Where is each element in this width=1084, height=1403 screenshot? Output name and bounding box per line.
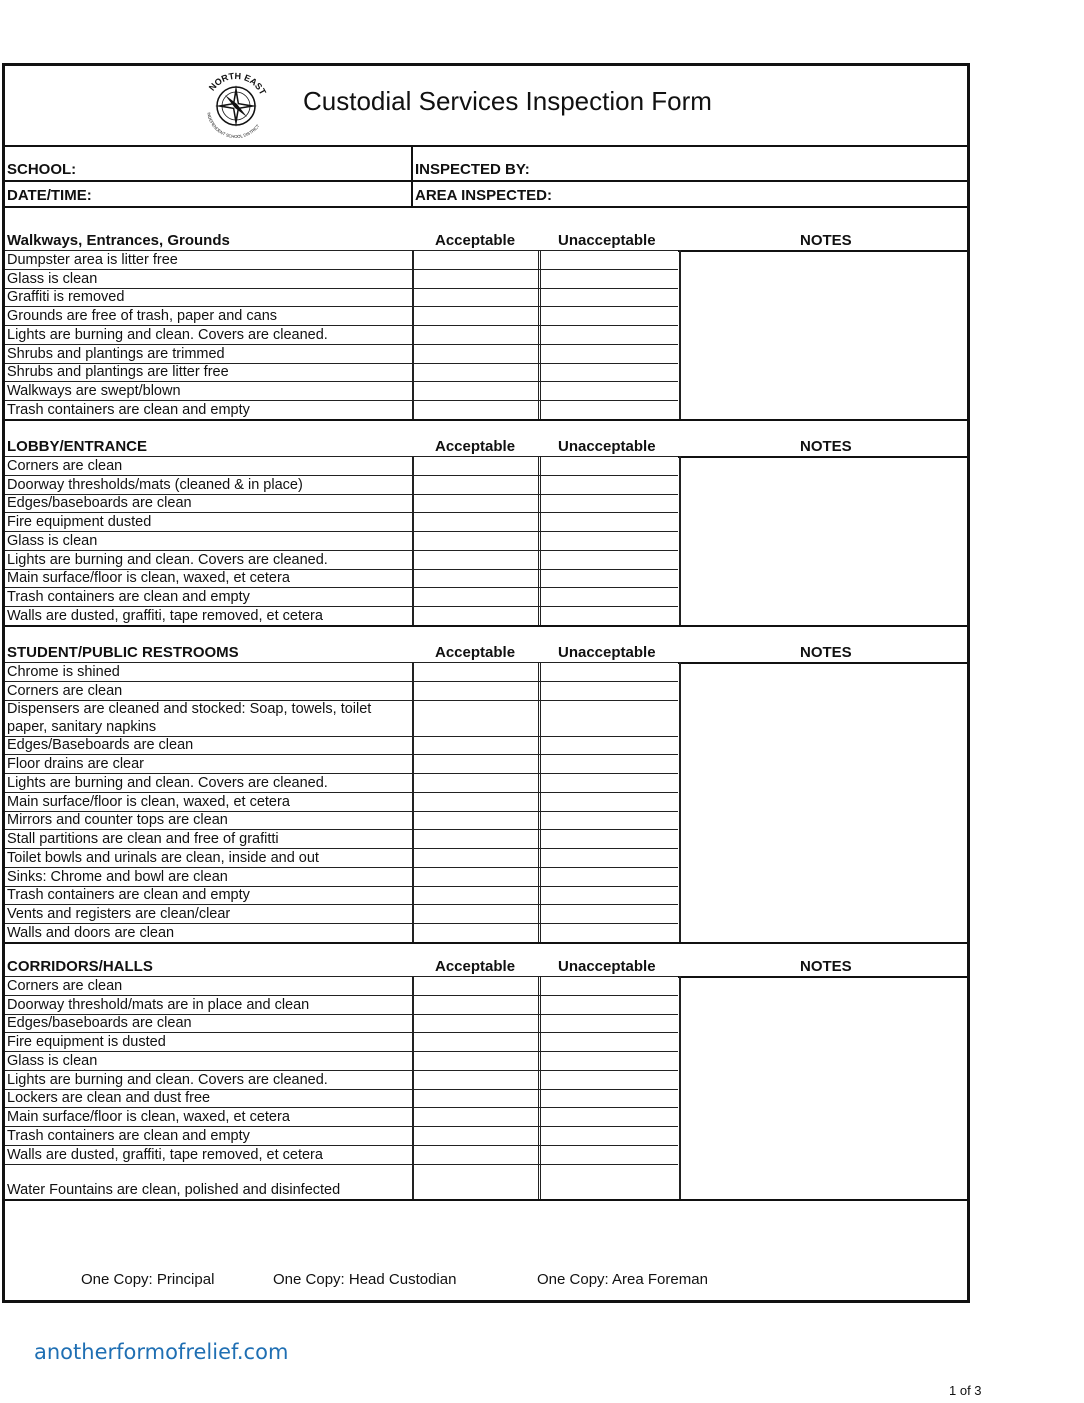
checklist-item-label: Shrubs and plantings are trimmed: [7, 345, 225, 362]
divider: [5, 180, 970, 182]
checklist-item-label: Dispensers are cleaned and stocked: Soap, towels, toilet paper, sanitary napkins: [7, 700, 372, 735]
checklist-row: [5, 792, 678, 811]
acceptable-cell[interactable]: [412, 381, 541, 400]
acceptable-cell[interactable]: [412, 325, 541, 344]
notes-area[interactable]: [678, 456, 970, 627]
notes-area[interactable]: [678, 976, 970, 1201]
checklist-item-label: Lights are burning and clean. Covers are cleaned.: [7, 551, 328, 568]
acceptable-cell[interactable]: [412, 811, 541, 830]
checklist-item-label: Doorway thresholds/mats (cleaned & in place): [7, 476, 303, 493]
district-logo-icon: [199, 69, 273, 143]
section-header: [5, 642, 970, 662]
copy-principal: One Copy: Principal: [81, 1271, 215, 1288]
checklist-item-label: Trash containers are clean and empty: [7, 401, 250, 418]
checklist-item-label: Walkways are swept/blown: [7, 383, 181, 399]
notes-column-header: NOTES: [800, 438, 852, 455]
acceptable-cell[interactable]: [412, 587, 541, 606]
checklist-item-label: Main surface/floor is clean, waxed, et cetera: [7, 570, 290, 587]
checklist-item-label: Sinks: Chrome and bowl are clean: [7, 868, 228, 885]
acceptable-cell[interactable]: [412, 923, 541, 942]
checklist-item-label: Edges/baseboards are clean: [7, 495, 192, 512]
section-divider: [5, 419, 970, 421]
checklist-item-label: Trash containers are clean and empty: [7, 1127, 250, 1144]
unacceptable-cell[interactable]: [538, 363, 681, 382]
unacceptable-cell[interactable]: [538, 1051, 681, 1070]
acceptable-cell[interactable]: [412, 1107, 541, 1126]
unacceptable-cell[interactable]: [538, 681, 681, 700]
form-title: Custodial Services Inspection Form: [303, 86, 712, 116]
checklist-row: [5, 456, 678, 475]
checklist-row: [5, 811, 678, 830]
acceptable-cell[interactable]: [412, 662, 541, 681]
notes-column-header: NOTES: [800, 958, 852, 975]
acceptable-column-header: Acceptable: [435, 232, 516, 249]
unacceptable-cell[interactable]: [538, 288, 681, 307]
svg-text:INDEPENDENT SCHOOL DISTRICT: INDEPENDENT SCHOOL DISTRICT: [206, 112, 261, 139]
unacceptable-cell[interactable]: [538, 1089, 681, 1108]
acceptable-cell[interactable]: [412, 700, 541, 736]
checklist-item-label: Glass is clean: [7, 532, 98, 549]
unacceptable-cell[interactable]: [538, 848, 681, 867]
acceptable-cell[interactable]: [412, 1070, 541, 1089]
inspection-form: [2, 63, 970, 1303]
section-title: CORRIDORS/HALLS: [7, 958, 153, 975]
unacceptable-cell[interactable]: [538, 1014, 681, 1033]
acceptable-cell[interactable]: [412, 550, 541, 569]
unacceptable-cell[interactable]: [538, 587, 681, 606]
acceptable-cell[interactable]: [412, 569, 541, 588]
checklist-row: [5, 848, 678, 867]
unacceptable-cell[interactable]: [538, 1126, 681, 1145]
acceptable-cell[interactable]: [412, 344, 541, 363]
acceptable-cell[interactable]: [412, 494, 541, 513]
section-title: LOBBY/ENTRANCE: [7, 438, 148, 455]
checklist-row: [5, 400, 678, 419]
checklist-item-label: Main surface/floor is clean, waxed, et cetera: [7, 793, 290, 810]
unacceptable-cell[interactable]: [538, 606, 681, 625]
checklist-row: [5, 569, 678, 588]
divider: [5, 206, 970, 208]
unacceptable-cell[interactable]: [538, 569, 681, 588]
acceptable-cell[interactable]: [412, 1051, 541, 1070]
notes-column-header: NOTES: [800, 232, 852, 249]
acceptable-cell[interactable]: [412, 754, 541, 773]
area-inspected-field[interactable]: AREA INSPECTED:: [415, 187, 552, 204]
checklist-item-label: Trash containers are clean and empty: [7, 887, 250, 904]
unacceptable-cell[interactable]: [538, 306, 681, 325]
acceptable-cell[interactable]: [412, 886, 541, 905]
acceptable-cell[interactable]: [412, 475, 541, 494]
inspected-by-field[interactable]: INSPECTED BY:: [415, 161, 530, 178]
checklist-row: [5, 1126, 678, 1145]
checklist-row: [5, 250, 678, 269]
unacceptable-cell[interactable]: [538, 1145, 681, 1164]
section-header: [5, 436, 970, 456]
unacceptable-cell[interactable]: [538, 381, 681, 400]
checklist-item-label: Vents and registers are clean/clear: [7, 906, 231, 922]
unacceptable-cell[interactable]: [538, 923, 681, 942]
copy-head-custodian: One Copy: Head Custodian: [273, 1271, 457, 1288]
checklist-row: [5, 269, 678, 288]
acceptable-cell[interactable]: [412, 736, 541, 755]
checklist-row: [5, 494, 678, 513]
checklist-item-label: Corners are clean: [7, 977, 123, 994]
watermark-link[interactable]: anotherformofrelief.com: [34, 1340, 289, 1364]
checklist-item-label: Water Fountains are clean, polished and disinfected: [7, 1181, 341, 1198]
checklist-row: [5, 587, 678, 606]
unacceptable-cell[interactable]: [538, 867, 681, 886]
acceptable-cell[interactable]: [412, 1164, 541, 1199]
acceptable-cell[interactable]: [412, 829, 541, 848]
checklist-row: [5, 1089, 678, 1108]
acceptable-cell[interactable]: [412, 250, 541, 269]
acceptable-cell[interactable]: [412, 288, 541, 307]
acceptable-cell[interactable]: [412, 269, 541, 288]
unacceptable-cell[interactable]: [538, 512, 681, 531]
checklist-row: [5, 754, 678, 773]
acceptable-column-header: Acceptable: [435, 438, 516, 455]
checklist-item-label: Lockers are clean and dust free: [7, 1090, 211, 1107]
acceptable-cell[interactable]: [412, 606, 541, 625]
acceptable-cell[interactable]: [412, 456, 541, 475]
unacceptable-cell[interactable]: [538, 456, 681, 475]
unacceptable-cell[interactable]: [538, 886, 681, 905]
checklist-row: [5, 306, 678, 325]
unacceptable-cell[interactable]: [538, 976, 681, 995]
acceptable-cell[interactable]: [412, 848, 541, 867]
unacceptable-cell[interactable]: [538, 1107, 681, 1126]
unacceptable-cell[interactable]: [538, 1032, 681, 1051]
notes-area[interactable]: [678, 250, 970, 421]
checklist-row: [5, 886, 678, 905]
unacceptable-cell[interactable]: [538, 494, 681, 513]
acceptable-cell[interactable]: [412, 1145, 541, 1164]
unacceptable-cell[interactable]: [538, 829, 681, 848]
checklist-item-label: Stall partitions are clean and free of grafitti: [7, 831, 279, 847]
section-divider: [5, 1199, 970, 1201]
checklist-row: [5, 662, 678, 681]
unacceptable-cell[interactable]: [538, 700, 681, 736]
checklist-item-label: Doorway threshold/mats are in place and clean: [7, 996, 310, 1013]
acceptable-cell[interactable]: [412, 531, 541, 550]
checklist-row: [5, 681, 678, 700]
unacceptable-cell[interactable]: [538, 792, 681, 811]
unacceptable-column-header: Unacceptable: [558, 232, 656, 249]
checklist-row: [5, 363, 678, 382]
checklist-item-label: Main surface/floor is clean, waxed, et cetera: [7, 1109, 290, 1125]
acceptable-cell[interactable]: [412, 792, 541, 811]
checklist-row: [5, 700, 678, 736]
checklist-row: [5, 1145, 678, 1164]
checklist-item-label: Floor drains are clear: [7, 756, 144, 772]
acceptable-cell[interactable]: [412, 1014, 541, 1033]
checklist-item-label: Walls are dusted, graffiti, tape removed, et cetera: [7, 1146, 323, 1163]
unacceptable-cell[interactable]: [538, 550, 681, 569]
checklist-item-label: Dumpster area is litter free: [7, 251, 178, 268]
section-header: [5, 230, 970, 250]
unacceptable-cell[interactable]: [538, 754, 681, 773]
checklist-item-label: Glass is clean: [7, 270, 98, 287]
section-divider: [5, 942, 970, 944]
notes-column-header: NOTES: [800, 644, 852, 661]
checklist-row: [5, 867, 678, 886]
checklist-item-label: Walls are dusted, graffiti, tape removed, et cetera: [7, 607, 323, 624]
checklist-item-label: Lights are burning and clean. Covers are cleaned.: [7, 774, 328, 791]
checklist-row: [5, 531, 678, 550]
checklist-row: [5, 325, 678, 344]
section-header: [5, 956, 970, 976]
copy-area-foreman: One Copy: Area Foreman: [537, 1271, 708, 1288]
unacceptable-column-header: Unacceptable: [558, 958, 656, 975]
unacceptable-cell[interactable]: [538, 1070, 681, 1089]
checklist-item-label: Fire equipment dusted: [7, 514, 152, 530]
checklist-item-label: Graffiti is removed: [7, 289, 125, 306]
acceptable-cell[interactable]: [412, 1032, 541, 1051]
notes-area[interactable]: [678, 662, 970, 944]
checklist-row: [5, 1014, 678, 1033]
checklist-row: [5, 829, 678, 848]
checklist-item-label: Glass is clean: [7, 1052, 98, 1069]
unacceptable-cell[interactable]: [538, 531, 681, 550]
acceptable-cell[interactable]: [412, 306, 541, 325]
unacceptable-cell[interactable]: [538, 344, 681, 363]
unacceptable-cell[interactable]: [538, 250, 681, 269]
acceptable-column-header: Acceptable: [435, 644, 516, 661]
acceptable-cell[interactable]: [412, 512, 541, 531]
unacceptable-column-header: Unacceptable: [558, 644, 656, 661]
checklist-item-label: Edges/Baseboards are clean: [7, 737, 194, 754]
acceptable-cell[interactable]: [412, 904, 541, 923]
checklist-row: [5, 1032, 678, 1051]
unacceptable-cell[interactable]: [538, 400, 681, 419]
acceptable-cell[interactable]: [412, 1089, 541, 1108]
checklist-row: [5, 923, 678, 942]
checklist-item-label: Edges/baseboards are clean: [7, 1015, 192, 1032]
acceptable-cell[interactable]: [412, 995, 541, 1014]
acceptable-cell[interactable]: [412, 400, 541, 419]
section-title: Walkways, Entrances, Grounds: [7, 232, 230, 249]
date-time-field[interactable]: DATE/TIME:: [7, 187, 92, 204]
svg-text:NORTH EAST: NORTH EAST: [206, 70, 269, 97]
checklist-item-label: Walls and doors are clean: [7, 924, 175, 941]
checklist-row: [5, 995, 678, 1014]
checklist-row: [5, 1107, 678, 1126]
checklist-row: [5, 1051, 678, 1070]
checklist-row: [5, 904, 678, 923]
checklist-row: [5, 736, 678, 755]
unacceptable-cell[interactable]: [538, 904, 681, 923]
unacceptable-cell[interactable]: [538, 475, 681, 494]
unacceptable-cell[interactable]: [538, 736, 681, 755]
checklist-row: [5, 512, 678, 531]
divider: [5, 145, 970, 147]
checklist-row: [5, 606, 678, 625]
checklist-item-label: Grounds are free of trash, paper and cans: [7, 308, 278, 324]
unacceptable-cell[interactable]: [538, 662, 681, 681]
school-field[interactable]: SCHOOL:: [7, 161, 77, 178]
unacceptable-cell[interactable]: [538, 773, 681, 792]
section-title: STUDENT/PUBLIC RESTROOMS: [7, 644, 239, 661]
checklist-row: [5, 976, 678, 995]
acceptable-cell[interactable]: [412, 773, 541, 792]
checklist-row: [5, 381, 678, 400]
checklist-row: [5, 475, 678, 494]
checklist-item-label: Shrubs and plantings are litter free: [7, 364, 229, 381]
acceptable-cell[interactable]: [412, 976, 541, 995]
checklist-item-label: Toilet bowls and urinals are clean, inside and out: [7, 849, 319, 866]
unacceptable-cell[interactable]: [538, 269, 681, 288]
divider: [411, 145, 413, 207]
acceptable-column-header: Acceptable: [435, 958, 516, 975]
acceptable-cell[interactable]: [412, 867, 541, 886]
checklist-row: [5, 1070, 678, 1089]
acceptable-cell[interactable]: [412, 363, 541, 382]
acceptable-cell[interactable]: [412, 681, 541, 700]
checklist-item-label: Trash containers are clean and empty: [7, 589, 250, 605]
unacceptable-cell[interactable]: [538, 995, 681, 1014]
unacceptable-cell[interactable]: [538, 1164, 681, 1199]
checklist-item-label: Corners are clean: [7, 682, 123, 699]
page-number: 1 of 3: [949, 1383, 982, 1398]
checklist-item-label: Lights are burning and clean. Covers are cleaned.: [7, 326, 328, 343]
unacceptable-cell[interactable]: [538, 811, 681, 830]
checklist-item-label: Fire equipment is dusted: [7, 1034, 166, 1050]
checklist-item-label: Lights are burning and clean. Covers are cleaned.: [7, 1071, 328, 1088]
unacceptable-cell[interactable]: [538, 325, 681, 344]
unacceptable-column-header: Unacceptable: [558, 438, 656, 455]
checklist-row: [5, 773, 678, 792]
checklist-row: [5, 344, 678, 363]
acceptable-cell[interactable]: [412, 1126, 541, 1145]
checklist-row: [5, 550, 678, 569]
checklist-item-label: Mirrors and counter tops are clean: [7, 812, 228, 829]
checklist-item-label: Chrome is shined: [7, 663, 120, 680]
section-divider: [5, 625, 970, 627]
checklist-row: [5, 1164, 678, 1199]
checklist-item-label: Corners are clean: [7, 457, 123, 474]
checklist-row: [5, 288, 678, 307]
